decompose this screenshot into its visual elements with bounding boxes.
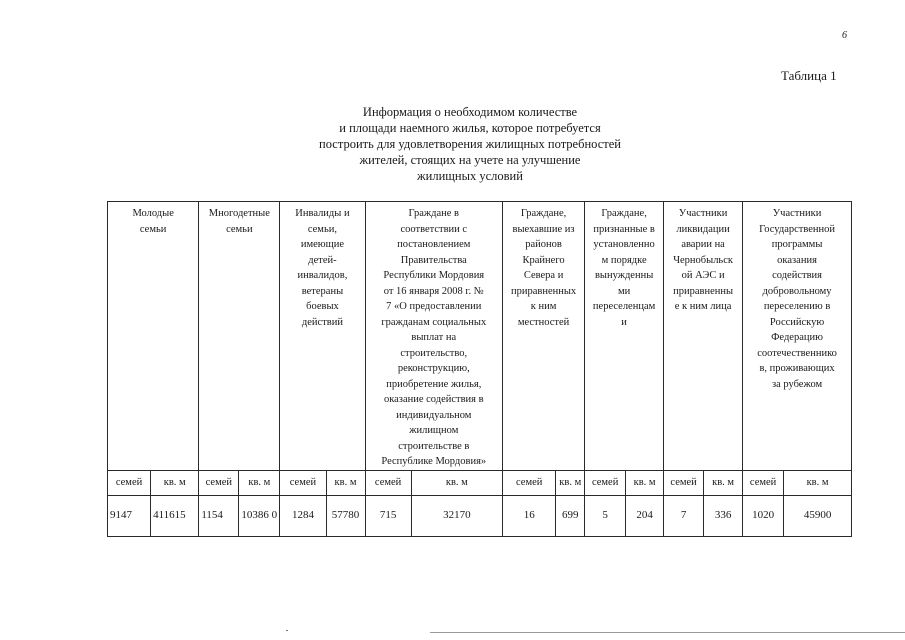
title-line: и площади наемного жилья, которое потребуется xyxy=(339,121,601,135)
subheader-cell: кв. м xyxy=(556,470,585,495)
header-line: е к ним лица xyxy=(674,301,732,312)
subheader-cell: семей xyxy=(664,470,704,495)
column-header-disabled-veterans xyxy=(280,202,365,471)
header-line: Правительства xyxy=(400,254,467,266)
value-cell: 699 xyxy=(556,495,585,536)
subheader-cell: кв. м xyxy=(784,470,852,495)
scan-speck xyxy=(286,630,288,631)
title-line: Информация о необходимом количестве xyxy=(362,105,578,119)
subheader-cell: семей xyxy=(585,470,626,495)
table-values-row xyxy=(108,495,852,536)
header-line: Участники xyxy=(678,208,728,219)
header-line: строительство, xyxy=(400,347,468,359)
header-line: приобретение жилья, xyxy=(386,378,482,390)
title-line: построить для удовлетворения жилищных потребностей xyxy=(319,137,621,151)
value-cell: 204 xyxy=(626,495,664,536)
header-line: 7 «О предоставлении xyxy=(386,301,482,312)
value-cell: 411615 xyxy=(151,495,199,536)
header-line: добровольному xyxy=(762,285,832,297)
subheader-cell: семей xyxy=(280,470,326,495)
subheader-cell: кв. м xyxy=(626,470,664,495)
document-title xyxy=(270,104,670,184)
column-header-chernobyl xyxy=(664,202,743,471)
header-line: районов xyxy=(525,239,562,250)
header-line: приравненных xyxy=(510,285,577,297)
value-cell: 57780 xyxy=(326,495,365,536)
header-line: имеющие xyxy=(300,239,344,250)
housing-needs-table xyxy=(107,201,852,537)
value-cell: 9147 xyxy=(108,495,151,536)
header-line: вынужденны xyxy=(594,270,654,281)
header-line: семьи, xyxy=(307,223,337,235)
header-line: жилищном xyxy=(409,425,459,436)
table-subheader-row xyxy=(108,470,852,495)
column-header-forced-migrants xyxy=(585,202,664,471)
page-number: 6 xyxy=(842,30,847,41)
header-line: и xyxy=(621,316,627,328)
title-line: жителей, стоящих на учете на улучшение xyxy=(359,153,581,167)
header-line: инвалидов, xyxy=(297,270,348,281)
header-line: программы xyxy=(771,239,823,250)
header-line: за рубежом xyxy=(771,378,823,390)
header-line: ветераны xyxy=(301,285,344,297)
header-line: Севера и xyxy=(523,270,564,281)
header-line: Республики Мордовия xyxy=(383,270,485,281)
header-line: ми xyxy=(617,285,631,297)
subheader-cell: кв. м xyxy=(411,470,502,495)
column-header-social-payments xyxy=(365,202,503,471)
subheader-cell: семей xyxy=(365,470,411,495)
header-line: установленно xyxy=(593,239,655,250)
title-line: жилищных условий xyxy=(417,169,523,183)
header-line: оказания xyxy=(777,254,817,266)
table-header-row xyxy=(108,202,852,471)
header-line: гражданам социальных xyxy=(381,316,487,328)
header-line: местностей xyxy=(517,316,570,328)
value-cell: 7 xyxy=(664,495,704,536)
header-line: приравненны xyxy=(673,285,734,297)
value-cell: 336 xyxy=(704,495,743,536)
header-line: индивидуальном xyxy=(396,409,472,421)
header-line: оказание содействия в xyxy=(383,394,484,405)
subheader-cell: кв. м xyxy=(151,470,199,495)
header-line: детей- xyxy=(308,254,337,266)
subheader-cell: кв. м xyxy=(704,470,743,495)
header-line: постановлением xyxy=(397,239,471,250)
header-line: Молодые xyxy=(132,208,174,219)
header-line: Граждане в xyxy=(408,208,459,219)
header-line: боевых xyxy=(306,301,339,312)
header-line: ликвидации xyxy=(676,223,730,235)
header-line: выплат на xyxy=(411,332,457,343)
subheader-cell: кв. м xyxy=(326,470,365,495)
header-line: выехавшие из xyxy=(512,223,575,235)
value-cell: 1284 xyxy=(280,495,326,536)
header-line: реконструкцию, xyxy=(397,363,470,374)
header-line: строительстве в xyxy=(398,440,470,452)
header-line: семьи xyxy=(226,223,253,235)
value-cell: 1020 xyxy=(743,495,784,536)
header-line: соотечественнико xyxy=(757,347,837,359)
header-line: Инвалиды и xyxy=(295,208,350,219)
header-line: переселенцам xyxy=(592,301,656,312)
header-line: Крайнего xyxy=(522,254,565,266)
header-line: содействия xyxy=(772,270,822,281)
scan-edge-line xyxy=(430,632,905,633)
header-line: от 16 января 2008 г. № xyxy=(383,285,484,297)
header-line: Многодетные xyxy=(208,208,270,219)
header-line: переселению в xyxy=(763,301,831,312)
value-cell: 5 xyxy=(585,495,626,536)
value-cell: 16 xyxy=(503,495,556,536)
header-line: Республике Мордовия» xyxy=(381,456,487,467)
value-cell: 32170 xyxy=(411,495,502,536)
subheader-cell: семей xyxy=(108,470,151,495)
header-line: Чернобыльск xyxy=(673,254,733,266)
header-line: Граждане, xyxy=(601,208,647,219)
value-cell: 10386 0 xyxy=(239,495,280,536)
header-line: Государственной xyxy=(759,223,836,235)
value-cell: 45900 xyxy=(784,495,852,536)
header-line: признанные в xyxy=(593,223,655,235)
column-header-young-families xyxy=(108,202,199,471)
header-line: в, проживающих xyxy=(759,363,835,374)
header-line: к ним xyxy=(530,301,557,312)
subheader-cell: семей xyxy=(199,470,239,495)
header-line: действий xyxy=(301,316,343,328)
header-line: м порядке xyxy=(601,254,647,266)
subheader-cell: семей xyxy=(503,470,556,495)
column-header-far-north xyxy=(503,202,585,471)
subheader-cell: кв. м xyxy=(239,470,280,495)
header-line: ой АЭС и xyxy=(681,270,725,281)
value-cell: 1154 xyxy=(199,495,239,536)
header-line: Граждане, xyxy=(520,208,567,219)
subheader-cell: семей xyxy=(743,470,784,495)
table-label: Таблица 1 xyxy=(781,68,837,83)
header-line: Федерацию xyxy=(771,332,823,343)
header-line: Российскую xyxy=(769,316,825,328)
header-line: аварии на xyxy=(681,239,725,250)
column-header-compatriots xyxy=(743,202,852,471)
header-line: Участники xyxy=(772,208,822,219)
header-line: семьи xyxy=(139,223,167,235)
header-line: соответствии с xyxy=(400,223,468,235)
column-header-large-families xyxy=(199,202,280,471)
value-cell: 715 xyxy=(365,495,411,536)
